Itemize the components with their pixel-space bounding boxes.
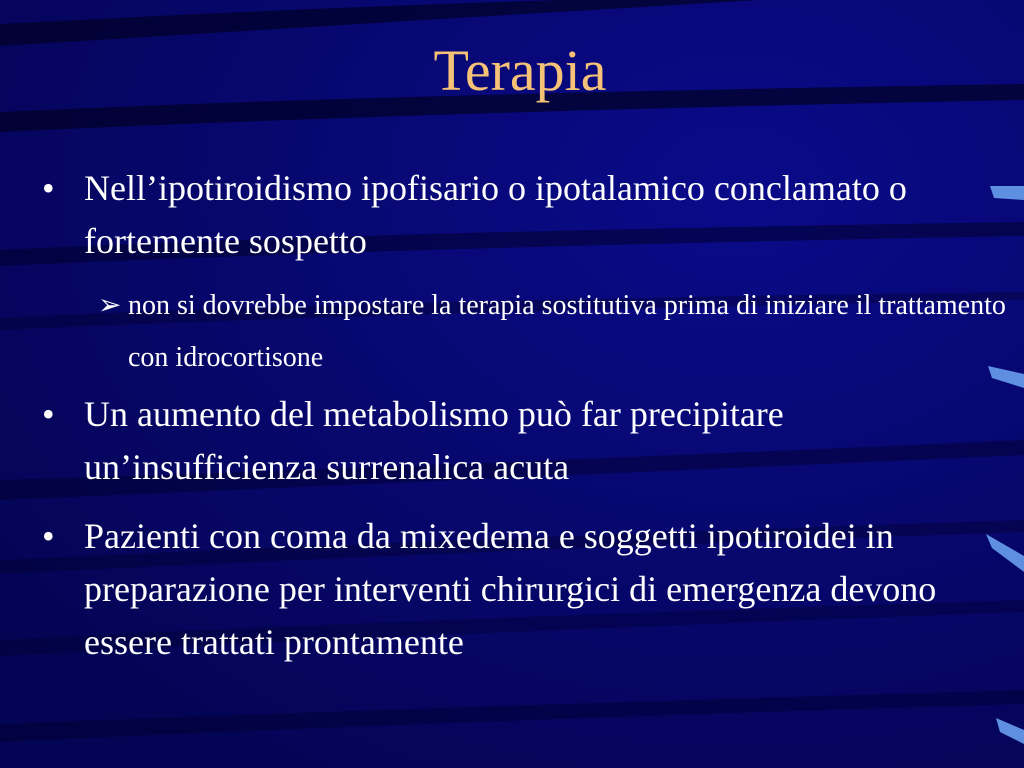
bullet-text-3: Pazienti con coma da mixedema e soggetti ipotiroidei in preparazione per interventi chirurgici di emergenza devono essere trattati prontamente: [84, 516, 937, 662]
bullet-text-2: Un aumento del metabolismo può far precipitare un’insufficienza surrenalica acuta: [84, 394, 784, 487]
bullet-marker: •: [42, 394, 55, 434]
bullet-marker: •: [42, 168, 55, 208]
bullet-text-1: Nell’ipotiroidismo ipofisario o ipotalamico conclamato o fortemente sospetto: [84, 168, 907, 261]
bullet-marker: •: [42, 516, 55, 556]
sub-bullet-text: non si dovrebbe impostare la terapia sostitutiva prima di iniziare il trattamento con idrocortisone: [128, 290, 1006, 373]
slide-title: Terapia: [433, 38, 607, 103]
sub-bullet-arrow-icon: ➢: [98, 290, 122, 321]
